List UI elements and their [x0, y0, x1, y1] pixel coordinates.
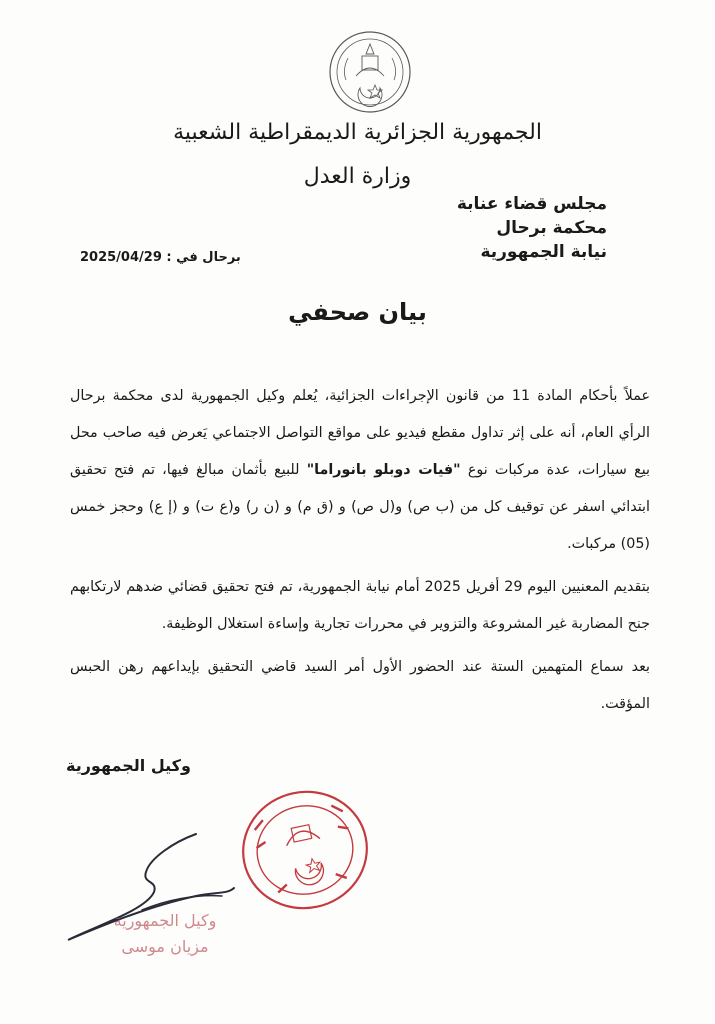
signatory-title: وكيل الجمهورية: [66, 756, 191, 775]
stamp-line-title: وكيل الجمهورية: [113, 911, 217, 930]
ministry-heading: وزارة العدل: [303, 164, 412, 189]
issuer-block: [367, 192, 607, 264]
signatory-stamp: [60, 908, 270, 960]
paragraph-1: [70, 378, 650, 563]
stamp-line-name: مزيان موسى: [121, 937, 209, 956]
issuer-line-council: مجلس قضاء عنابة: [456, 194, 607, 214]
paragraph-1-end: للبيع بأثمان مبالغ فيها، تم فتح تحقيق ابتدائي اسفر عن توقيف كل من (ب ص) و(ل ص) و (ق م) و (ن ر) و(ع ت) و (إ ع) وحجز خمس (05) مركبات.: [70, 462, 650, 552]
court-seal-icon: [230, 780, 380, 920]
paragraph-3: بعد سماع المتهمين الستة عند الحضور الأول أمر السيد قاضي التحقيق بإيداعهم رهن الحبس المؤقت.: [70, 659, 650, 712]
republic-heading: الجمهورية الجزائرية الديمقراطية الشعبية: [173, 120, 542, 145]
statement-body: [70, 378, 650, 723]
issuer-line-court: محكمة برحال: [496, 218, 607, 238]
paragraph-2: بتقديم المعنيين اليوم 29 أفريل 2025 أمام نيابة الجمهورية، تم فتح تحقيق قضائي ضدهم لارتكابهم جنح المضاربة غير المشروعة والتزوير في محررات تجارية وإساءة استغلال الوظيفة.: [70, 579, 650, 632]
vehicle-model-name: "فيات دوبلو بانوراما": [306, 462, 461, 478]
national-emblem-icon: [328, 30, 412, 114]
paragraph-1-start: عملاً بأحكام المادة 11 من قانون الإجراءات الجزائية، يُعلم وكيل الجمهورية لدى محكمة برحال الرأي العام، أنه على إثر تداول مقطع فيديو على مواقع التواصل الاجتماعي يَعرض فيه صاحب محل بيع سيارات، عدة مركبات نوع: [70, 388, 650, 478]
issuer-line-prosecution: نيابة الجمهورية: [480, 242, 607, 262]
dateline: برحال في : 2025/04/29: [80, 250, 241, 265]
document-title: بيان صحفي: [288, 298, 427, 326]
